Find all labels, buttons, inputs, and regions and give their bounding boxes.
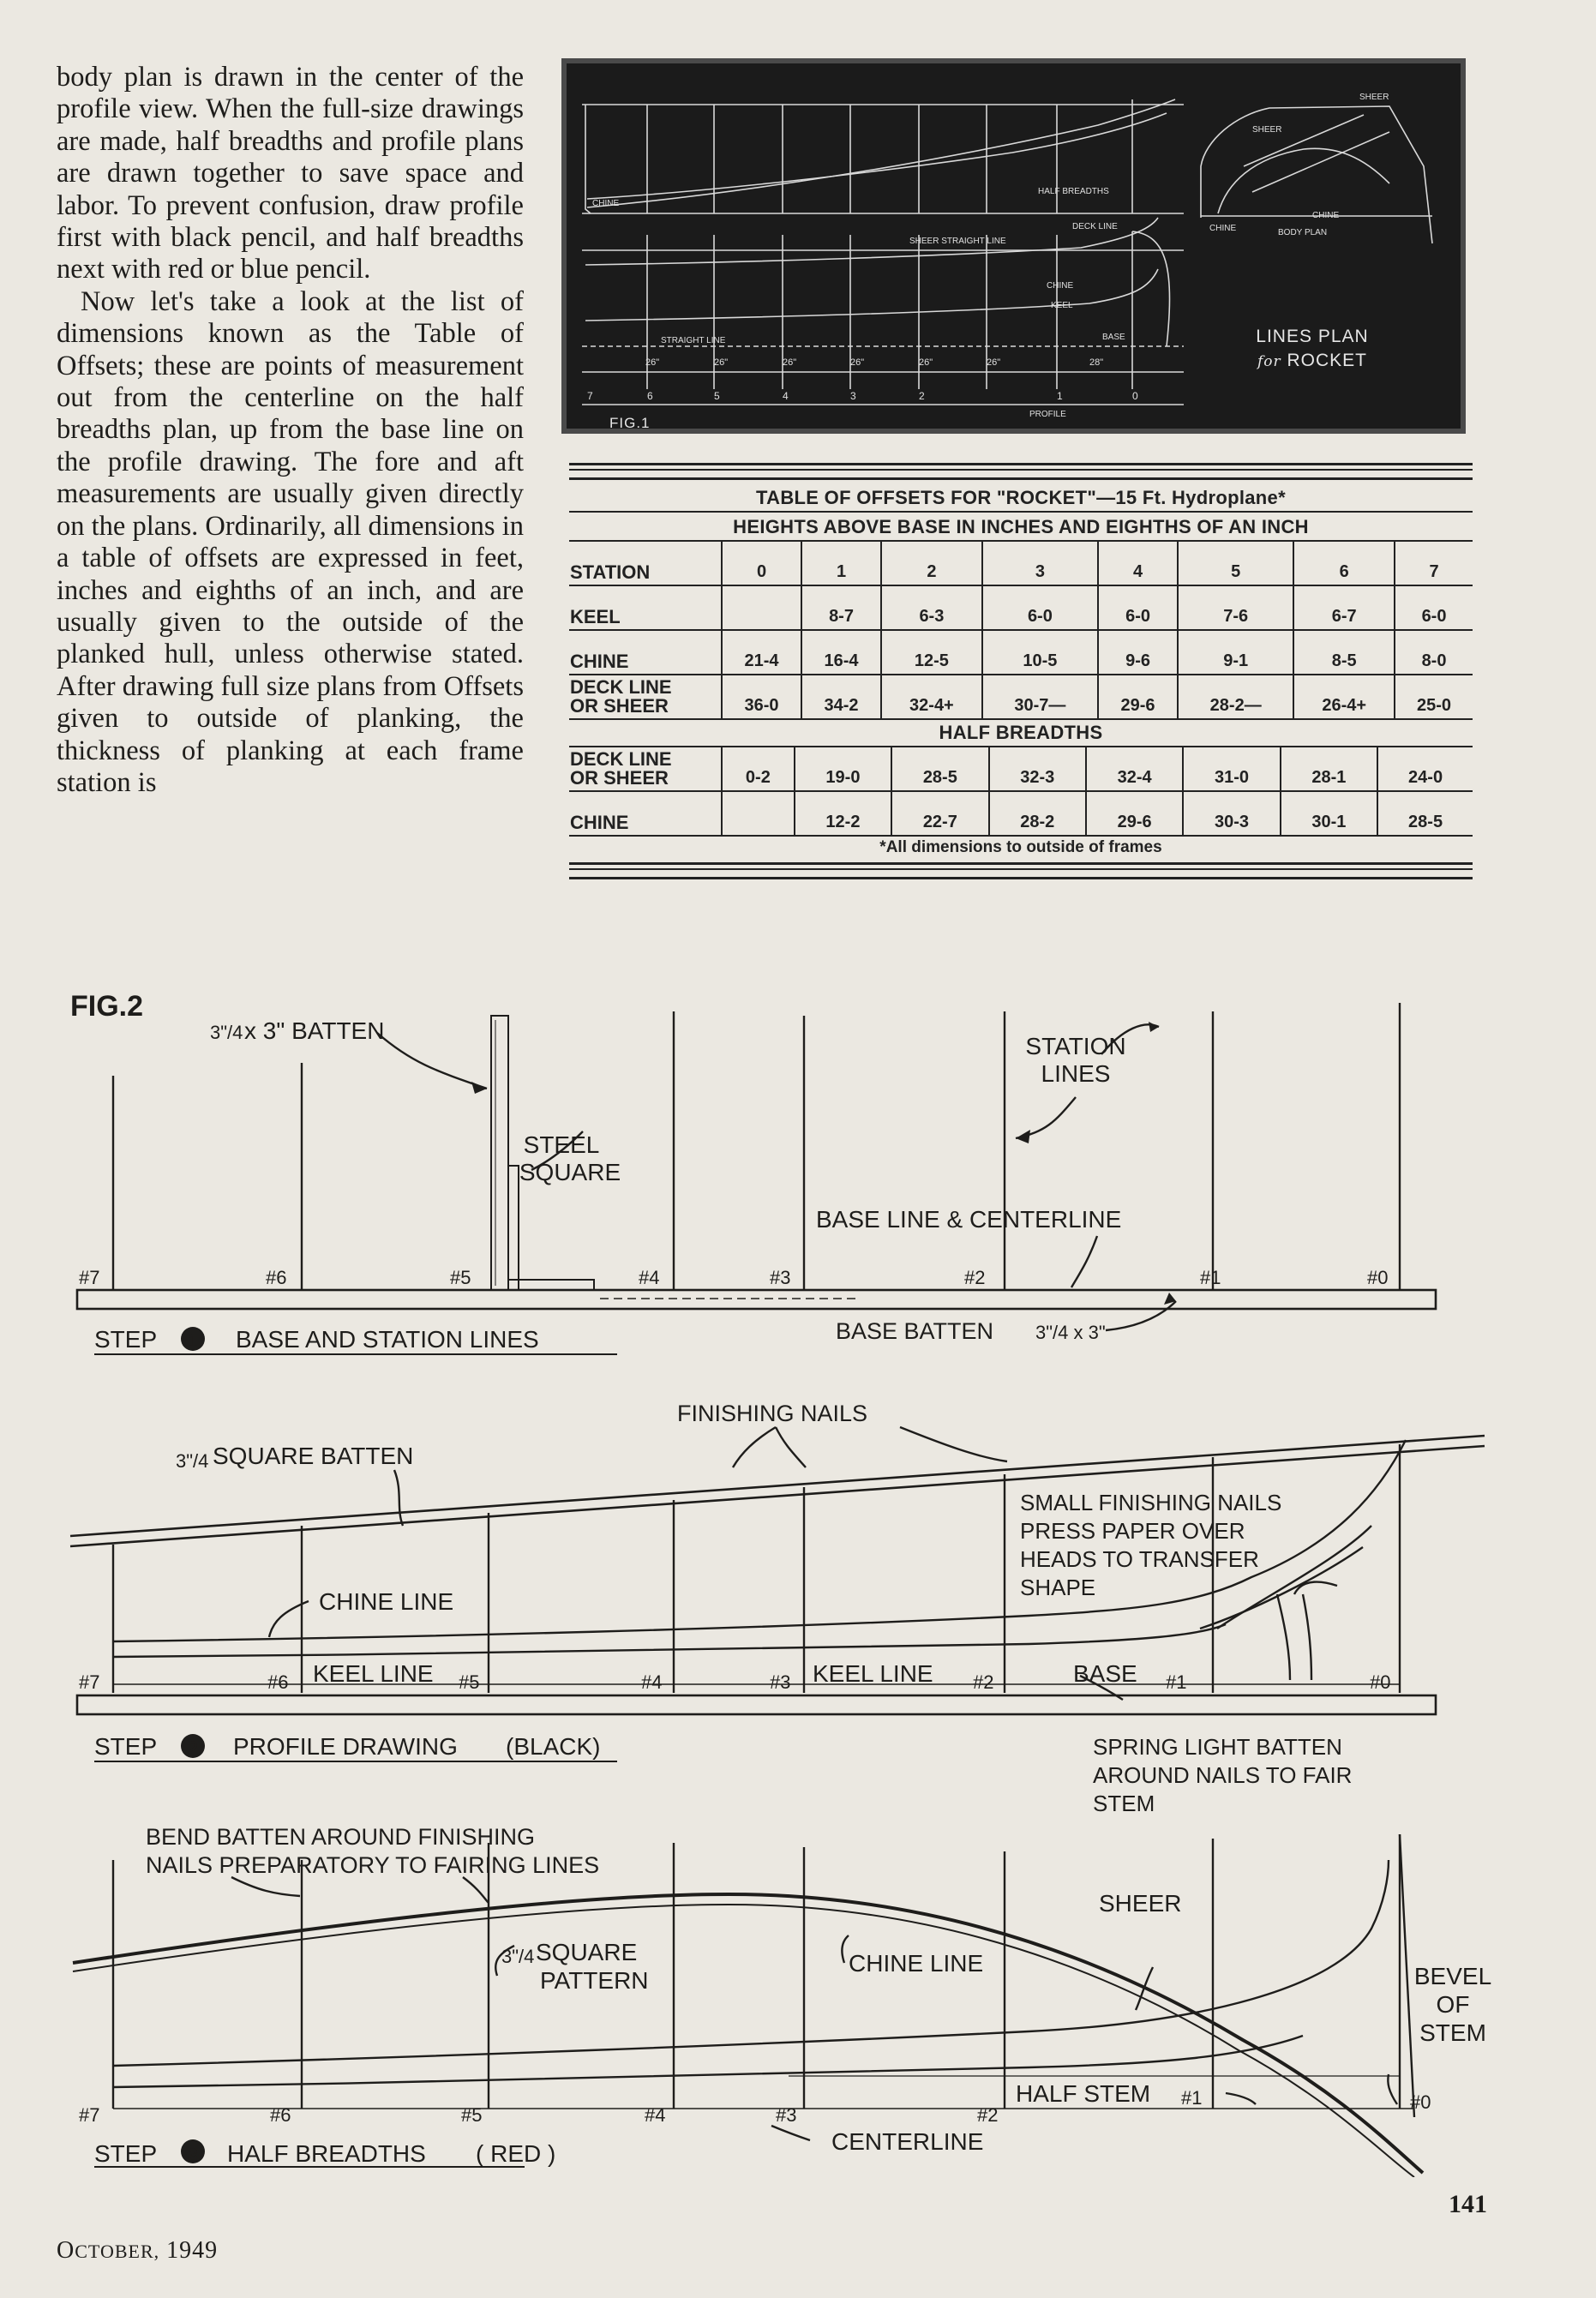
row-label bbox=[569, 585, 722, 630]
column-header: 0 bbox=[722, 542, 801, 585]
step-label: STEP bbox=[94, 1733, 158, 1760]
base-batten-label: BASE BATTEN bbox=[836, 1318, 994, 1344]
article-text bbox=[57, 62, 524, 799]
column-header: 6 bbox=[1293, 542, 1395, 585]
sheer-line bbox=[113, 1860, 1389, 2066]
column-header: 2 bbox=[881, 542, 982, 585]
table-cell: 9-1 bbox=[1178, 630, 1293, 675]
station-mark: #5 bbox=[450, 1267, 471, 1288]
centerline-label: CENTERLINE bbox=[831, 2128, 984, 2155]
body-plan-label: BODY PLAN bbox=[1278, 228, 1328, 237]
fig2-drawing bbox=[0, 977, 1596, 2177]
steel-square-label: SQUARE bbox=[519, 1159, 621, 1185]
step-label: STEP bbox=[94, 2140, 158, 2167]
page-number: 141 bbox=[1449, 2190, 1487, 2218]
table-cell: 7-6 bbox=[1178, 585, 1293, 630]
table-cell: 28-1 bbox=[1281, 747, 1377, 791]
date-year: 1949 bbox=[166, 2237, 219, 2264]
base-label: BASE bbox=[1073, 1660, 1137, 1687]
heights-table bbox=[569, 542, 1473, 720]
column-header: 3 bbox=[982, 542, 1098, 585]
base-label: BASE bbox=[1102, 333, 1125, 342]
table-row bbox=[569, 747, 1473, 791]
station-mark: #1 bbox=[1181, 2087, 1203, 2109]
divider bbox=[569, 463, 1473, 480]
table-row bbox=[569, 585, 1473, 630]
station-mark: #1 bbox=[1166, 1671, 1187, 1693]
base-batten-dim: 3"/4 x 3" bbox=[1035, 1322, 1106, 1343]
base-centerline-label: BASE LINE & CENTERLINE bbox=[816, 1206, 1122, 1233]
station-mark: #3 bbox=[770, 1267, 791, 1288]
column-header: 4 bbox=[1098, 542, 1178, 585]
table-row bbox=[569, 630, 1473, 675]
bevel-of-stem-label: STEM bbox=[1419, 2019, 1486, 2046]
small-nails-label: HEADS TO TRANSFER bbox=[1020, 1546, 1259, 1572]
table-cell bbox=[722, 791, 795, 836]
column-header: STATION bbox=[569, 542, 722, 585]
row-label bbox=[569, 675, 722, 719]
issue-date bbox=[57, 2237, 218, 2265]
spring-batten-label: STEM bbox=[1093, 1791, 1155, 1816]
date-initial: O bbox=[57, 2237, 75, 2264]
breadths-table bbox=[569, 746, 1473, 837]
table-cell: 30-3 bbox=[1183, 791, 1280, 836]
keel-label: KEEL bbox=[1051, 301, 1073, 310]
row-label-line2: OR SHEER bbox=[570, 695, 669, 717]
station-lines-label: STATION bbox=[1025, 1033, 1126, 1059]
table-cell: 28-5 bbox=[891, 747, 988, 791]
table-row bbox=[569, 675, 1473, 719]
row-label-line1: DECK LINE bbox=[570, 748, 672, 770]
table-cell: 0-2 bbox=[722, 747, 795, 791]
column-header: 1 bbox=[801, 542, 881, 585]
station-mark: #6 bbox=[266, 1267, 287, 1288]
station-mark: #3 bbox=[776, 2104, 797, 2126]
table-cell: 32-4+ bbox=[881, 675, 982, 719]
offsets-title: TABLE OF OFFSETS FOR "ROCKET"—15 Ft. Hydroplane* bbox=[569, 485, 1473, 513]
dim-label: 26" bbox=[645, 357, 660, 368]
table-cell: 31-0 bbox=[1183, 747, 1280, 791]
table-cell: 34-2 bbox=[801, 675, 881, 719]
step-label: STEP bbox=[94, 1326, 158, 1353]
step-number: 2 bbox=[187, 1737, 199, 1759]
table-cell: 24-0 bbox=[1377, 747, 1473, 791]
column-header: 5 bbox=[1178, 542, 1293, 585]
station-mark: #4 bbox=[639, 1267, 660, 1288]
dim-label: 26" bbox=[850, 357, 865, 368]
batten-fraction: 3"/4 bbox=[210, 1022, 243, 1043]
for-word: for bbox=[1257, 353, 1281, 370]
row-label-line1: CHINE bbox=[570, 812, 629, 833]
small-nails-label: SMALL FINISHING NAILS bbox=[1020, 1490, 1282, 1515]
profile-label: PROFILE bbox=[1029, 410, 1066, 419]
half-stem-label: HALF STEM bbox=[1016, 2080, 1151, 2107]
square-batten-fraction: 3"/4 bbox=[176, 1450, 209, 1472]
station-mark: 4 bbox=[783, 390, 789, 402]
bend-batten-label: NAILS PREPARATORY TO FAIRING LINES bbox=[146, 1852, 600, 1878]
fig1-label: FIG.1 bbox=[609, 415, 651, 431]
row-label bbox=[569, 630, 722, 675]
table-cell: 29-6 bbox=[1098, 675, 1178, 719]
station-mark: 7 bbox=[587, 390, 593, 402]
deck-line-label: DECK LINE bbox=[1072, 222, 1118, 231]
half-breadths-label: HALF BREADTHS bbox=[1038, 187, 1109, 196]
station-mark: #0 bbox=[1370, 1671, 1391, 1693]
station-mark: #0 bbox=[1410, 2091, 1431, 2113]
base-batten bbox=[77, 1695, 1436, 1714]
table-cell: 10-5 bbox=[982, 630, 1098, 675]
date-month: CTOBER, bbox=[75, 2241, 160, 2262]
table-cell: 12-2 bbox=[795, 791, 891, 836]
table-cell: 28-2 bbox=[989, 791, 1086, 836]
paragraph: body plan is drawn in the center of the profile view. When the full-size drawings are made, half breadths and profile plans are drawn together to save space and labor. To prevent confusion, draw profile first with black pencil, and half breadths next with red or blue pencil. bbox=[57, 62, 524, 285]
station-mark: #4 bbox=[645, 2104, 666, 2126]
table-cell: 8-5 bbox=[1293, 630, 1395, 675]
chine-line-label: CHINE LINE bbox=[319, 1588, 454, 1615]
table-cell: 6-7 bbox=[1293, 585, 1395, 630]
station-mark: 2 bbox=[919, 390, 925, 402]
bevel-of-stem-label: OF bbox=[1436, 1991, 1470, 2018]
row-label bbox=[569, 747, 722, 791]
table-cell: 6-3 bbox=[881, 585, 982, 630]
table-cell: 29-6 bbox=[1086, 791, 1183, 836]
steel-square bbox=[508, 1166, 519, 1290]
sheer-label: SHEER bbox=[1099, 1890, 1182, 1917]
dim-label: 26" bbox=[783, 357, 797, 368]
steel-square-label: STEEL bbox=[523, 1131, 600, 1158]
bevel-of-stem-label: BEVEL bbox=[1413, 1963, 1492, 1989]
station-mark: #2 bbox=[964, 1267, 986, 1288]
square-batten-label: SQUARE BATTEN bbox=[213, 1443, 414, 1469]
step2-caption: PROFILE DRAWING bbox=[233, 1733, 458, 1760]
station-mark: #4 bbox=[641, 1671, 663, 1693]
offsets-footnote: *All dimensions to outside of frames bbox=[879, 838, 1162, 856]
lines-plan-title-line1: LINES PLAN bbox=[1256, 327, 1369, 346]
station-mark: #7 bbox=[79, 1671, 100, 1693]
small-nails-label: PRESS PAPER OVER bbox=[1020, 1518, 1245, 1544]
batten bbox=[491, 1016, 508, 1290]
chine-line-label: CHINE LINE bbox=[849, 1950, 984, 1977]
table-cell: 28-2— bbox=[1178, 675, 1293, 719]
station-mark: #5 bbox=[461, 2104, 483, 2126]
station-mark: 3 bbox=[850, 390, 856, 402]
station-mark: #2 bbox=[977, 2104, 999, 2126]
divider bbox=[569, 862, 1473, 879]
station-mark: 6 bbox=[647, 390, 653, 402]
table-cell: 22-7 bbox=[891, 791, 988, 836]
row-label-line1: DECK LINE bbox=[570, 676, 672, 698]
sheer-straight-line-label: SHEER STRAIGHT LINE bbox=[909, 237, 1006, 246]
table-cell: 6-0 bbox=[982, 585, 1098, 630]
step3-caption: HALF BREADTHS bbox=[227, 2140, 426, 2167]
station-mark: #3 bbox=[770, 1671, 791, 1693]
pattern-label: PATTERN bbox=[540, 1967, 649, 1994]
dim-label: 26" bbox=[714, 357, 729, 368]
station-mark: #0 bbox=[1367, 1267, 1389, 1288]
bend-batten-label: BEND BATTEN AROUND FINISHING bbox=[146, 1824, 536, 1850]
dim-label: 26" bbox=[987, 357, 1001, 368]
step1-caption: BASE AND STATION LINES bbox=[236, 1326, 539, 1353]
fig1-lines-plan bbox=[561, 58, 1466, 434]
station-mark: #7 bbox=[79, 1267, 100, 1288]
table-cell: 6-0 bbox=[1395, 585, 1473, 630]
table-cell: 12-5 bbox=[881, 630, 982, 675]
row-label-line1: CHINE bbox=[570, 651, 629, 672]
chine-label-body: CHINE bbox=[1312, 211, 1340, 220]
step3-caption-suffix: ( RED ) bbox=[476, 2140, 556, 2167]
dim-label: 28" bbox=[1089, 357, 1104, 368]
table-cell: 21-4 bbox=[722, 630, 801, 675]
table-cell: 16-4 bbox=[801, 630, 881, 675]
table-cell: 32-4 bbox=[1086, 747, 1183, 791]
table-of-offsets bbox=[569, 463, 1473, 879]
station-mark: 5 bbox=[714, 390, 720, 402]
bent-batten bbox=[73, 1894, 1423, 2173]
station-mark: 1 bbox=[1057, 390, 1063, 402]
table-cell: 30-1 bbox=[1281, 791, 1377, 836]
station-mark: #7 bbox=[79, 2104, 100, 2126]
pattern-fraction: 3"/4 bbox=[501, 1946, 535, 1967]
station-mark: #2 bbox=[973, 1671, 994, 1693]
table-cell: 30-7— bbox=[982, 675, 1098, 719]
station-mark: #5 bbox=[459, 1671, 480, 1693]
boat-name: ROCKET bbox=[1287, 351, 1367, 370]
table-cell: 28-5 bbox=[1377, 791, 1473, 836]
small-nails-label: SHAPE bbox=[1020, 1575, 1096, 1600]
lines-plan-title-line2 bbox=[1214, 349, 1411, 374]
station-lines-label: LINES bbox=[1041, 1060, 1111, 1087]
chine-label: CHINE bbox=[1209, 224, 1237, 233]
table-cell: 8-7 bbox=[801, 585, 881, 630]
base-batten bbox=[77, 1290, 1436, 1309]
batten-label: x 3" BATTEN bbox=[244, 1017, 385, 1044]
column-header: 7 bbox=[1395, 542, 1473, 585]
row-label bbox=[569, 791, 722, 836]
table-cell: 25-0 bbox=[1395, 675, 1473, 719]
spring-batten-label: SPRING LIGHT BATTEN bbox=[1093, 1734, 1342, 1760]
lines-plan-drawing bbox=[567, 63, 1461, 429]
table-cell: 8-0 bbox=[1395, 630, 1473, 675]
table-cell bbox=[722, 585, 801, 630]
straight-line-label: STRAIGHT LINE bbox=[661, 336, 726, 345]
sheer-label-top: SHEER bbox=[1359, 93, 1389, 102]
pattern-label: SQUARE bbox=[536, 1939, 638, 1965]
keel-line-label: KEEL LINE bbox=[313, 1660, 434, 1687]
table-cell: 6-0 bbox=[1098, 585, 1178, 630]
keel-line-label: KEEL LINE bbox=[813, 1660, 933, 1687]
dim-label: 26" bbox=[919, 357, 933, 368]
station-mark: 0 bbox=[1132, 390, 1138, 402]
lines-plan-title bbox=[1214, 325, 1411, 374]
step2-caption-suffix: (BLACK) bbox=[506, 1733, 601, 1760]
finishing-nails-label: FINISHING NAILS bbox=[677, 1401, 868, 1426]
step-number: 3 bbox=[187, 2145, 199, 2166]
row-label-line1: KEEL bbox=[570, 606, 621, 627]
station-mark: #1 bbox=[1200, 1267, 1221, 1288]
half-breadths-heading: HALF BREADTHS bbox=[939, 722, 1103, 743]
sheer-label: SHEER bbox=[1252, 125, 1282, 135]
table-row bbox=[569, 542, 1473, 585]
fig2-label: FIG.2 bbox=[70, 990, 144, 1023]
chine-label-half: CHINE bbox=[592, 199, 620, 208]
table-cell: 36-0 bbox=[722, 675, 801, 719]
step-number: 1 bbox=[187, 1330, 199, 1352]
heights-heading: HEIGHTS ABOVE BASE IN INCHES AND EIGHTHS OF AN INCH bbox=[569, 513, 1473, 542]
table-cell: 19-0 bbox=[795, 747, 891, 791]
station-mark: #6 bbox=[270, 2104, 291, 2126]
paragraph: Now let's take a look at the list of dimensions known as the Table of Offsets; these are points of measurement out from the centerline on the half breadths plan, up from the base line on the profile drawing. The fore and aft measurements are usually given directly on the plans. Ordinarily, all dimensions in a table of offsets are expressed in feet, inches and eighths of an inch, and are usually given to the outside of the planked hull, unless otherwise stated. After drawing full size plans from Offsets given to outside of planking, the thickness of planking at each frame station is bbox=[57, 285, 524, 798]
table-cell: 9-6 bbox=[1098, 630, 1178, 675]
chine-label-profile: CHINE bbox=[1047, 281, 1074, 291]
table-cell: 32-3 bbox=[989, 747, 1086, 791]
table-cell: 26-4+ bbox=[1293, 675, 1395, 719]
row-label-line2: OR SHEER bbox=[570, 767, 669, 789]
table-row bbox=[569, 791, 1473, 836]
station-mark: #6 bbox=[267, 1671, 289, 1693]
spring-batten-label: AROUND NAILS TO FAIR bbox=[1093, 1762, 1353, 1788]
